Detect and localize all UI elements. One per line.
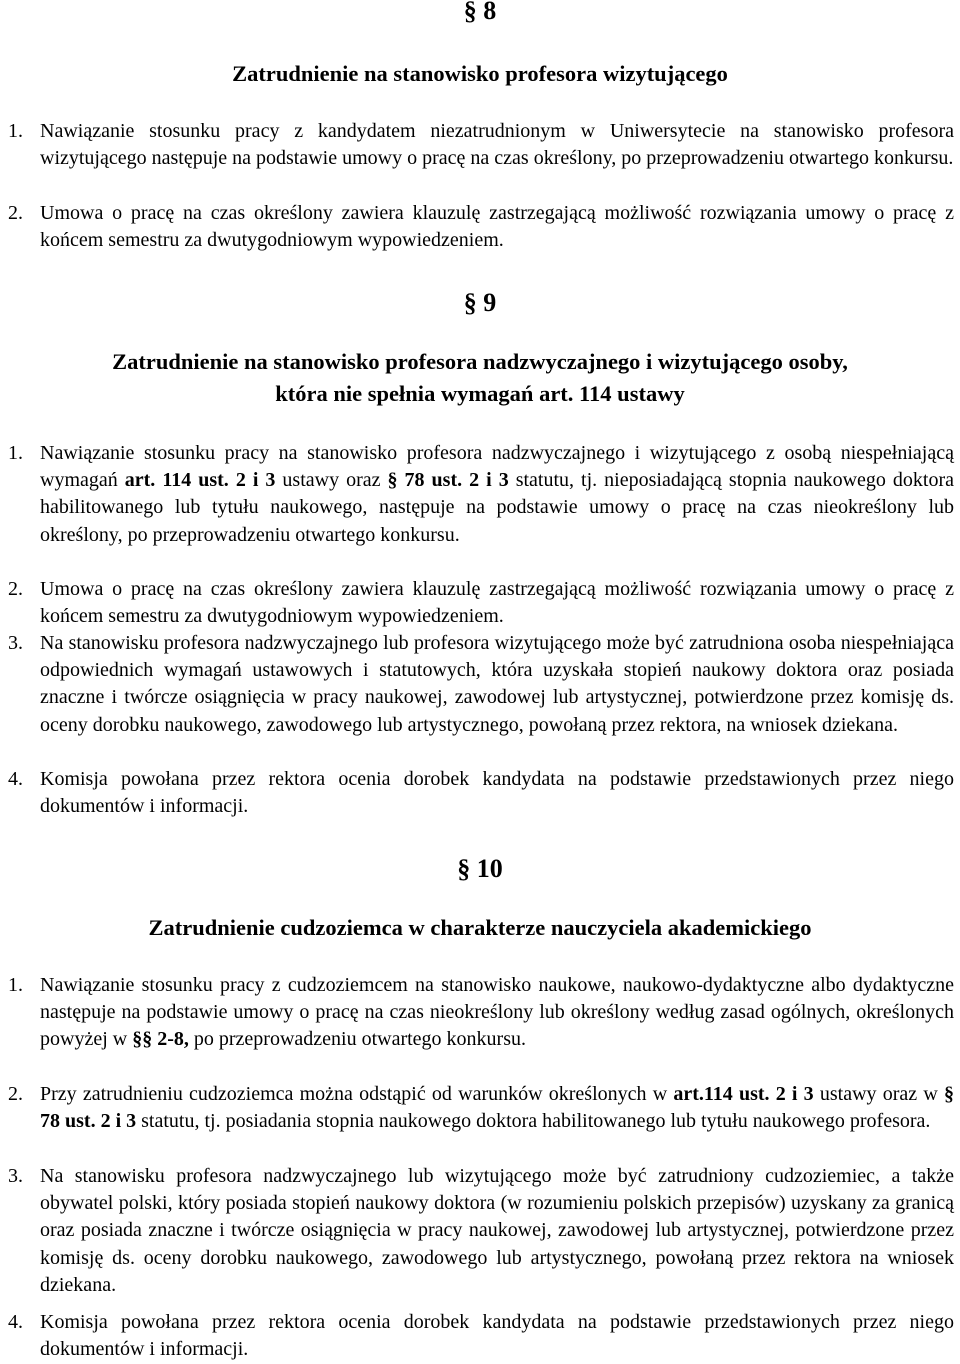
list-item — [8, 440, 954, 549]
item-text: Umowa o pracę na czas określony zawiera klauzulę zastrzegającą możliwość rozwiązania umowy o pracę z końcem semestru za dwutygodniowym wypowiedzeniem. — [40, 578, 954, 628]
item-text: Przy zatrudnieniu cudzoziemca można odstąpić od warunków określonych w art.114 ust. 2 i 3 ustawy oraz w § 78 ust. 2 i 3 statutu, tj. posiadania stopnia naukowego doktora habilitowanego lub tytułu naukowego profesora. — [40, 1083, 954, 1133]
item-number: 1. — [8, 442, 23, 464]
item-text: Komisja powołana przez rektora ocenia dorobek kandydata na podstawie przedstawionych przez niego dokumentów i informacji. — [40, 768, 954, 818]
list-item — [8, 630, 954, 739]
section-heading-line: Zatrudnienie na stanowisko profesora nadzwyczajnego i wizytującego osoby, — [112, 349, 848, 374]
section-heading-8 — [0, 58, 960, 90]
item-text: Nawiązanie stosunku pracy na stanowisko profesora nadzwyczajnego i wizytującego z osobą niespełniającą wymagań art. 114 ust. 2 i 3 ustawy oraz § 78 ust. 2 i 3 statutu, tj. nieposiadającą stopnia naukowego doktora habilitowanego lub tytułu naukowego, następuje na podstawie umowy o pracę na czas nieokreślony lub określony, po przeprowadzeniu otwartego konkursu. — [40, 442, 954, 546]
item-text: Na stanowisku profesora nadzwyczajnego lub wizytującego może być zatrudniony cudzoziemiec, a także obywatel polski, który posiada stopień naukowy doktora (w rozumieniu polskich przepisów) uzyskany za granicą oraz posiada znaczne i twórcze osiągnięcia w pracy naukowej, zawodowej lub artystycznej, potwierdzone przez komisję ds. oceny dorobku naukowego, zawodowego lub artystycznego, powołaną przez rektora na wniosek dziekana. — [40, 1165, 954, 1296]
paragraph-mark-9: § 9 — [463, 288, 497, 317]
paragraph-mark-8: § 8 — [463, 0, 497, 25]
item-text: Na stanowisku profesora nadzwyczajnego lub profesora wizytującego może być zatrudniona osoba niespełniająca odpowiednich wymagań ustawowych i statutowych, która uzyskała stopień naukowy doktora oraz posiada znaczne i twórcze osiągnięcia w pracy naukowej, zawodowej lub artystycznej, potwierdzone przez komisję ds. oceny dorobku naukowego, zawodowego lub artystycznego, powołaną przez rektora, na wniosek dziekana. — [40, 632, 954, 736]
item-number: 4. — [8, 768, 23, 790]
list-item — [8, 1081, 954, 1135]
list-item — [8, 766, 954, 820]
item-number: 2. — [8, 1083, 23, 1105]
section-heading-10 — [0, 912, 960, 944]
list-item — [8, 1309, 954, 1363]
list-item — [8, 972, 954, 1054]
item-number: 3. — [8, 1165, 23, 1187]
paragraph-mark-10: § 10 — [457, 854, 503, 883]
section-heading-line: Zatrudnienie cudzoziemca w charakterze nauczyciela akademickiego — [148, 915, 812, 940]
item-number: 1. — [8, 974, 23, 996]
section-heading-line: Zatrudnienie na stanowisko profesora wizytującego — [232, 61, 728, 86]
item-text: Umowa o pracę na czas określony zawiera klauzulę zastrzegającą możliwość rozwiązania umowy o pracę z końcem semestru za dwutygodniowym wypowiedzeniem. — [40, 202, 954, 252]
list-item — [8, 200, 954, 254]
item-number: 3. — [8, 632, 23, 654]
list-item — [8, 576, 954, 630]
item-number: 2. — [8, 202, 23, 224]
item-text: Komisja powołana przez rektora ocenia dorobek kandydata na podstawie przedstawionych przez niego dokumentów i informacji. — [40, 1311, 954, 1361]
item-text: Nawiązanie stosunku pracy z cudzoziemcem na stanowisko naukowe, naukowo-dydaktyczne albo dydaktyczne następuje na podstawie umowy o pracę na czas nieokreślony lub określony według zasad ogólnych, określonych powyżej w §§ 2-8, po przeprowadzeniu otwartego konkursu. — [40, 974, 954, 1051]
item-number: 2. — [8, 578, 23, 600]
item-number: 1. — [8, 120, 23, 142]
list-item — [8, 118, 954, 172]
section-heading-line: która nie spełnia wymagań art. 114 ustawy — [275, 381, 685, 406]
item-number: 4. — [8, 1311, 23, 1333]
section-heading-9 — [0, 346, 960, 410]
item-text: Nawiązanie stosunku pracy z kandydatem niezatrudnionym w Uniwersytecie na stanowisko profesora wizytującego następuje na podstawie umowy o pracę na czas określony, po przeprowadzeniu otwartego konkursu. — [40, 120, 954, 170]
list-item — [8, 1163, 954, 1299]
